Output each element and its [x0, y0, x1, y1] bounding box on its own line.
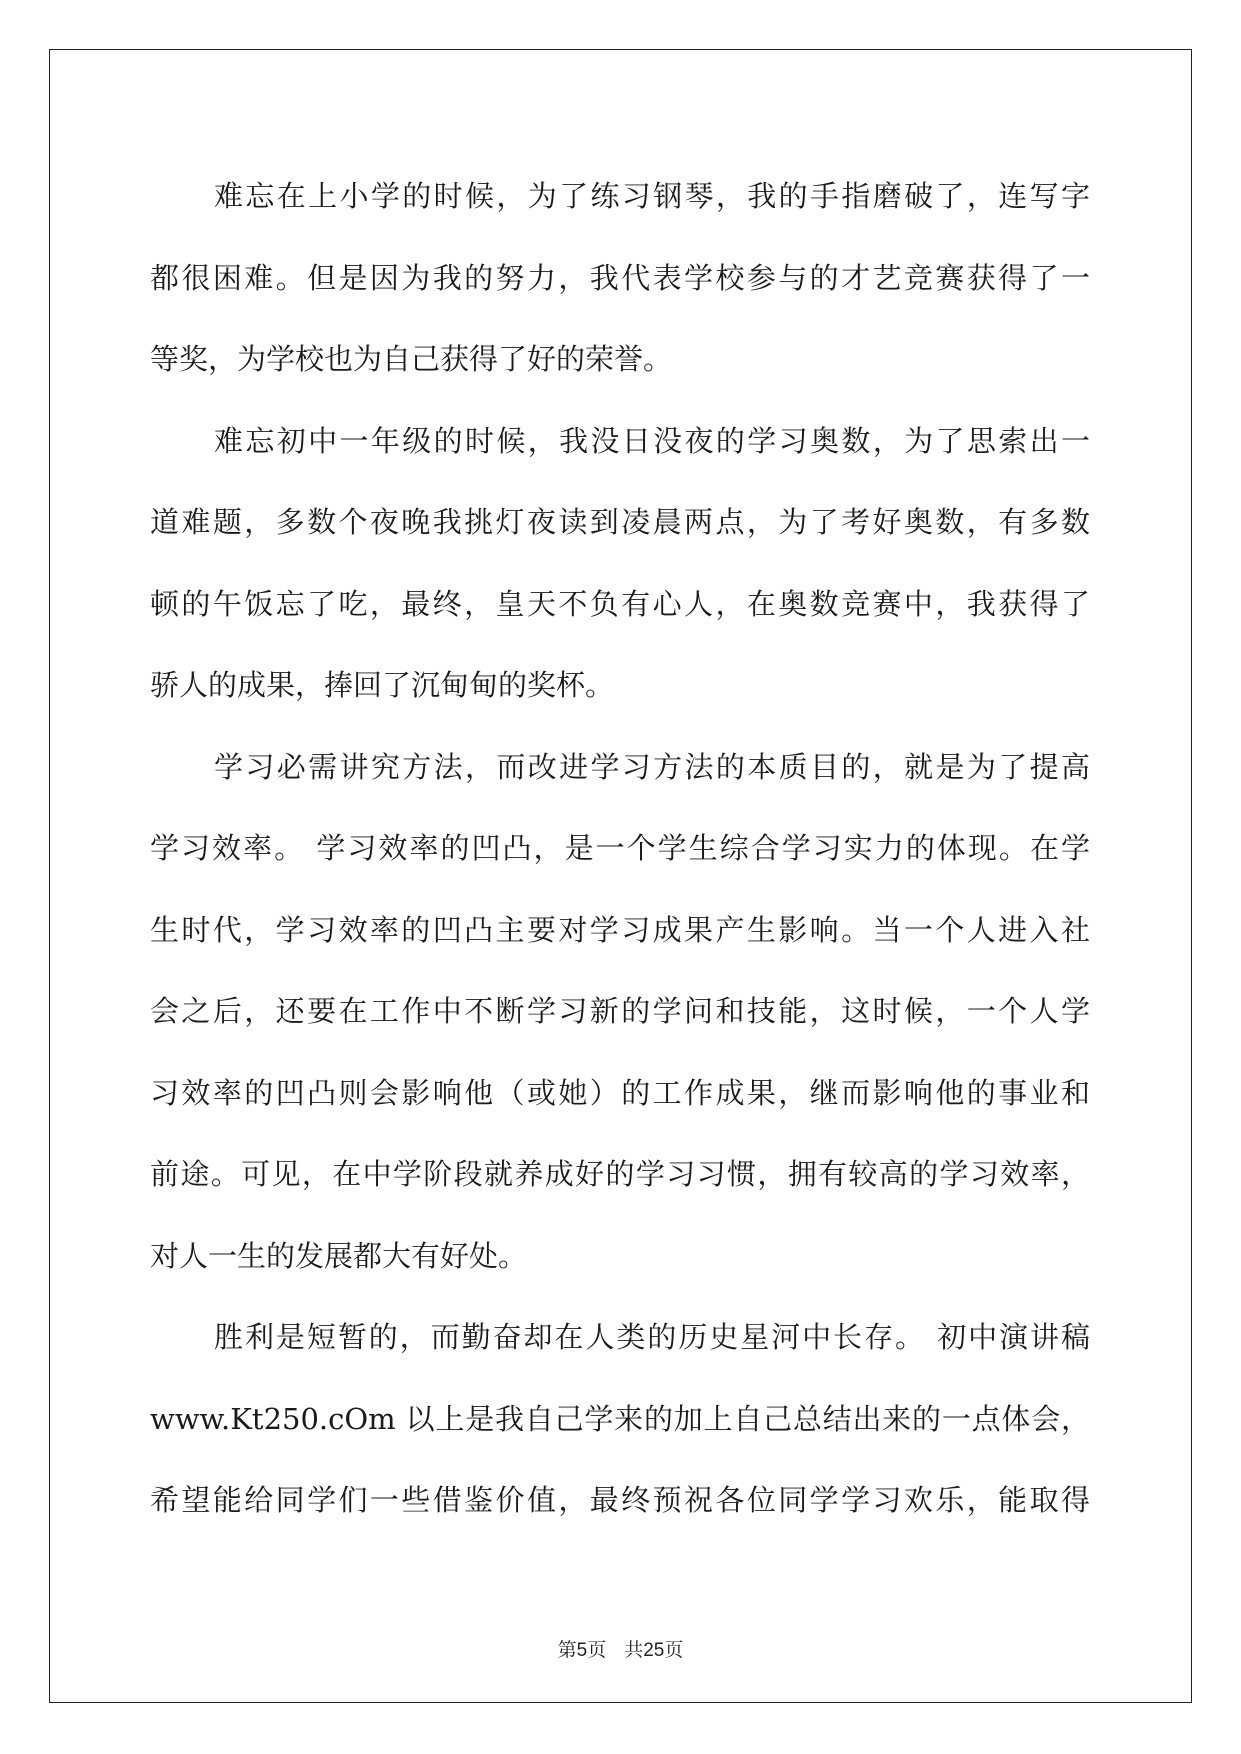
paragraph-3-line-4: 会之后，还要在工作中不断学习新的学问和技能，这时候，一个人学	[150, 994, 1090, 1028]
paragraph-4-line-3: 希望能给同学们一些借鉴价值，最终预祝各位同学学习欢乐，能取得	[150, 1483, 1090, 1517]
paragraph-1-line-1: 难忘在上小学的时候，为了练习钢琴，我的手指磨破了，连写字	[214, 179, 1090, 213]
document-body	[150, 156, 1090, 1542]
paragraph-2-line-3: 顿的午饭忘了吃，最终，皇天不负有心人，在奥数竞赛中，我获得了	[150, 586, 1090, 621]
page-number-suffix: 页	[587, 1639, 607, 1661]
paragraph-3-line-1: 学习必需讲究方法，而改进学习方法的本质目的，就是为了提高	[214, 749, 1090, 784]
page-footer	[0, 1638, 1241, 1663]
paragraph-1-line-2: 都很困难。但是因为我的努力，我代表学校参与的才艺竞赛获得了一	[150, 260, 1090, 295]
current-page-number: 5	[576, 1640, 588, 1661]
paragraph-3-line-3: 生时代，学习效率的凹凸主要对学习成果产生影响。当一个人进入社	[150, 912, 1090, 947]
paragraph-3-line-6: 前途。可见，在中学阶段就养成好的学习习惯，拥有较高的学习效率，	[150, 1157, 1090, 1191]
paragraph-1-line-3: 等奖，为学校也为自己获得了好的荣誉。	[150, 342, 673, 376]
paragraph-2-line-2: 道难题，多数个夜晚我挑灯夜读到凌晨两点，为了考好奥数，有多数	[150, 505, 1090, 539]
paragraph-4-line-1: 胜利是短暂的，而勤奋却在人类的历史星河中长存。 初中演讲稿	[214, 1320, 1090, 1354]
paragraph-2-line-4: 骄人的成果，捧回了沉甸甸的奖杯。	[150, 668, 615, 702]
paragraph-3-line-2: 学习效率。 学习效率的凹凸，是一个学生综合学习实力的体现。在学	[150, 831, 1090, 865]
paragraph-3-line-7: 对人一生的发展都大有好处。	[150, 1238, 528, 1273]
total-pages-number: 25	[643, 1640, 665, 1661]
total-pages-prefix: 共	[624, 1639, 644, 1661]
page-number-prefix: 第	[557, 1639, 577, 1661]
total-pages-suffix: 页	[664, 1639, 684, 1661]
paragraph-4-line-2: www.Kt250.cOm 以上是我自己学来的加上自己总结出来的一点体会，	[150, 1401, 1090, 1436]
paragraph-2-line-1: 难忘初中一年级的时候，我没日没夜的学习奥数，为了思索出一	[214, 423, 1090, 458]
paragraph-3-line-5: 习效率的凹凸则会影响他（或她）的工作成果，继而影响他的事业和	[150, 1075, 1090, 1110]
